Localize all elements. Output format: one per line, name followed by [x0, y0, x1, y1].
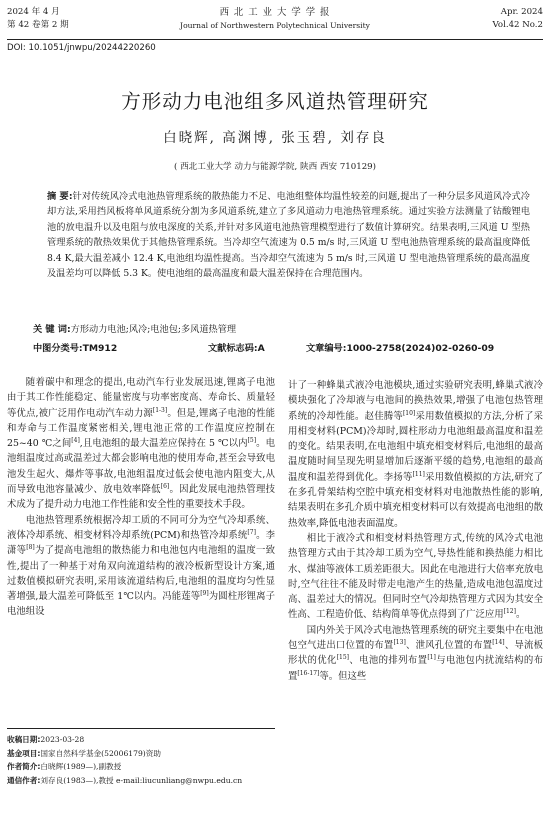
volume-issue-cn: 第 42 卷第 2 期 — [7, 20, 69, 30]
author-bio: 作者简介:白晓辉(1989—),副教授 — [7, 762, 122, 772]
journal-name-cn: 西 北 工 业 大 学 学 报 — [219, 7, 331, 18]
paragraph: 相比于液冷式和相变材料热管理方式,传统的风冷式电池热管理方式由于其冷却工质为空气,导热性能和换热能力相比水、煤油等液体工质差距很大。因此在电池进行大倍率充放电时,空气往往不能及时带走电池产生的热量,造成电池包温度过高、温差过大的情况。但同时空气冷却热管理方式因为其安全性高、工程造价低、结构简单等优点得到了广泛应用[12]。 — [288, 532, 543, 621]
footnote — [7, 733, 275, 787]
keywords-text: 方形动力电池;风冷;电池包;多风道热管理 — [70, 324, 237, 335]
corresponding-author: 通信作者:刘存良(1983—),教授 e-mail:liucunliang@nwpu.edu.cn — [7, 775, 243, 785]
paragraph: 随着碳中和理念的提出,电动汽车行业发展迅速,锂离子电池由于其工作性能稳定、能量密度与功率密度高、寿命长、质量轻等优点,被广泛用作电动汽车动力源[1-3]。但是,锂离子电池的性能和寿命与工作温度紧密相关,锂电池正常的工作温度应控制在 25~40 ℃之间[4],且电池组的最大温差应保持在 5 ℃以内[5]。电池组温度过高或温差过大都会影响电池的使用寿命,甚至会导致电池发生起火、爆炸等事故,电池组温度过低会使电池内阻变大,从而导致电池容量减少、放电效率降低[6]。因此发展电池热管理技术成为了提升动力电池工作性能和安全性的重要技术手段。 — [7, 377, 275, 511]
keywords-label: 关 键 词: — [33, 324, 71, 335]
citation: [14] — [492, 639, 505, 647]
paragraph: 计了一种蜂巢式液冷电池模块,通过实验研究表明,蜂巢式液冷模块强化了冷却液与电池间的换热效果,增强了电池包热管理系统的冷却性能。赵佳腾等[10]采用数值模拟的方法,分析了采用相变材料(PCM)冷却时,圆柱形动力电池组最高温度和温差的变化。结果表明,在电池组中填充相变材料后,电池组的最高温度随时间呈现先明显增加后逐渐平缓的趋势,电池组的最高温度和温差得到优化。李扬等[11]采用数值模拟的方法,研究了在多孔骨架结构空腔中填充相变材料对电池散热性能的影响,结果表明在多孔介质中填充相变材料可以有效提高电池组的散热效率,降低电池表面温度。 — [288, 380, 543, 529]
abstract — [47, 189, 530, 281]
document-code: 文献标志码:A — [208, 343, 265, 354]
citation: [16-17] — [297, 669, 320, 677]
article-id: 文章编号:1000-2758(2024)02-0260-09 — [306, 343, 495, 354]
abstract-label: 摘 要: — [47, 191, 73, 202]
citation: [7] — [247, 528, 256, 536]
citation: [11] — [412, 470, 425, 478]
header-rule — [7, 39, 543, 40]
paper-title: 方形动力电池组多风道热管理研究 — [121, 90, 429, 113]
abstract-text: 针对传统风冷式电池热管理系统的散热能力不足、电池组整体均温性较差的问题,提出了一种分层多风道风冷式冷却方法,采用挡风板将单风道系统分割为多风道系统,建立了多风道动力电池热管理系统。通过实验方法测量了钴酸锂电池的放电温升以及电阻与放电深度的关系,并针对多风道电池热管理模型进行了数值计算研究。结果表明,三风道 U 型热管理系统的散热效果优于其他热管理系统。当冷却空气流速为 0.5 m/s 时,三风道 U 型电池热管理系统的最高温度降低8.4 K,最大温差减小 12.4 K,电池组均温性提高。当冷却空气流速为 5 m/s 时,三风道 U 型电池热管理系统的最高温度及温差均可以降低 5.3 K。使电池组的最高温度和最大温差保持在合理范围内。 — [47, 191, 530, 280]
citation: [13] — [393, 639, 406, 647]
citation: [1] — [427, 654, 436, 662]
fund-info: 基金项目:国家自然科学基金(52006179)资助 — [7, 748, 161, 758]
citation: [8] — [26, 544, 35, 552]
doi: DOI: 10.1051/jnwpu/20244220260 — [7, 43, 156, 53]
clc-number: 中图分类号:TM912 — [33, 343, 118, 354]
citation: [10] — [402, 409, 416, 417]
volume-issue-en: Vol.42 No.2 — [492, 20, 543, 30]
header-center — [7, 6, 543, 32]
citation: [5] — [247, 437, 257, 445]
paragraph: 国内外关于风冷式电池热管理系统的研究主要集中在电池包空气进出口位置的布置[13]、泄风孔位置的布置[14]、导流板形状的优化[15]、电池的排列布置[1]与电池包内扰流结构的布置[16-17]等。但这些 — [288, 624, 543, 682]
citation: [4] — [71, 437, 80, 445]
affiliation: ( 西北工业大学 动力与能源学院, 陕西 西安 710129) — [174, 162, 376, 172]
citation: [1-3] — [152, 406, 168, 414]
citation: [9] — [200, 590, 209, 598]
paragraph: 电池热管理系统根据冷却工质的不同可分为空气冷却系统、液体冷却系统、相变材料冷却系统(PCM)和热管冷却系统[7]。李潇等[8]为了提高电池组的散热能力和电池包内电池组的温度一致性,提出了一种基于对角双向流道结构的液冷板新型设计方案,通过数值模拟研究表明,采用该流道结构后,电池组的温度均匀性显著增强,最大温差可降低至 1℃以内。冯能莲等[9]为圆柱形锂离子电池组设 — [7, 514, 275, 618]
classification-line — [33, 341, 530, 356]
keywords — [33, 322, 530, 337]
body-column-right — [288, 378, 543, 684]
footnote-rule — [7, 728, 275, 729]
citation: [12] — [503, 608, 516, 616]
running-header — [7, 6, 543, 40]
citation: [6] — [160, 483, 170, 491]
citation: [15] — [336, 654, 350, 662]
issue-date-en: Apr. 2024 — [500, 7, 543, 17]
header-right — [493, 6, 543, 32]
body-column-left — [7, 375, 275, 620]
issue-date: 2024 年 4 月 — [7, 7, 60, 17]
journal-name-en: Journal of Northwestern Polytechnical University — [180, 21, 370, 30]
received-date: 收稿日期:2023-03-28 — [7, 735, 85, 744]
author-list: 白晓辉, 高渊博, 张玉碧, 刘存良 — [163, 130, 387, 146]
